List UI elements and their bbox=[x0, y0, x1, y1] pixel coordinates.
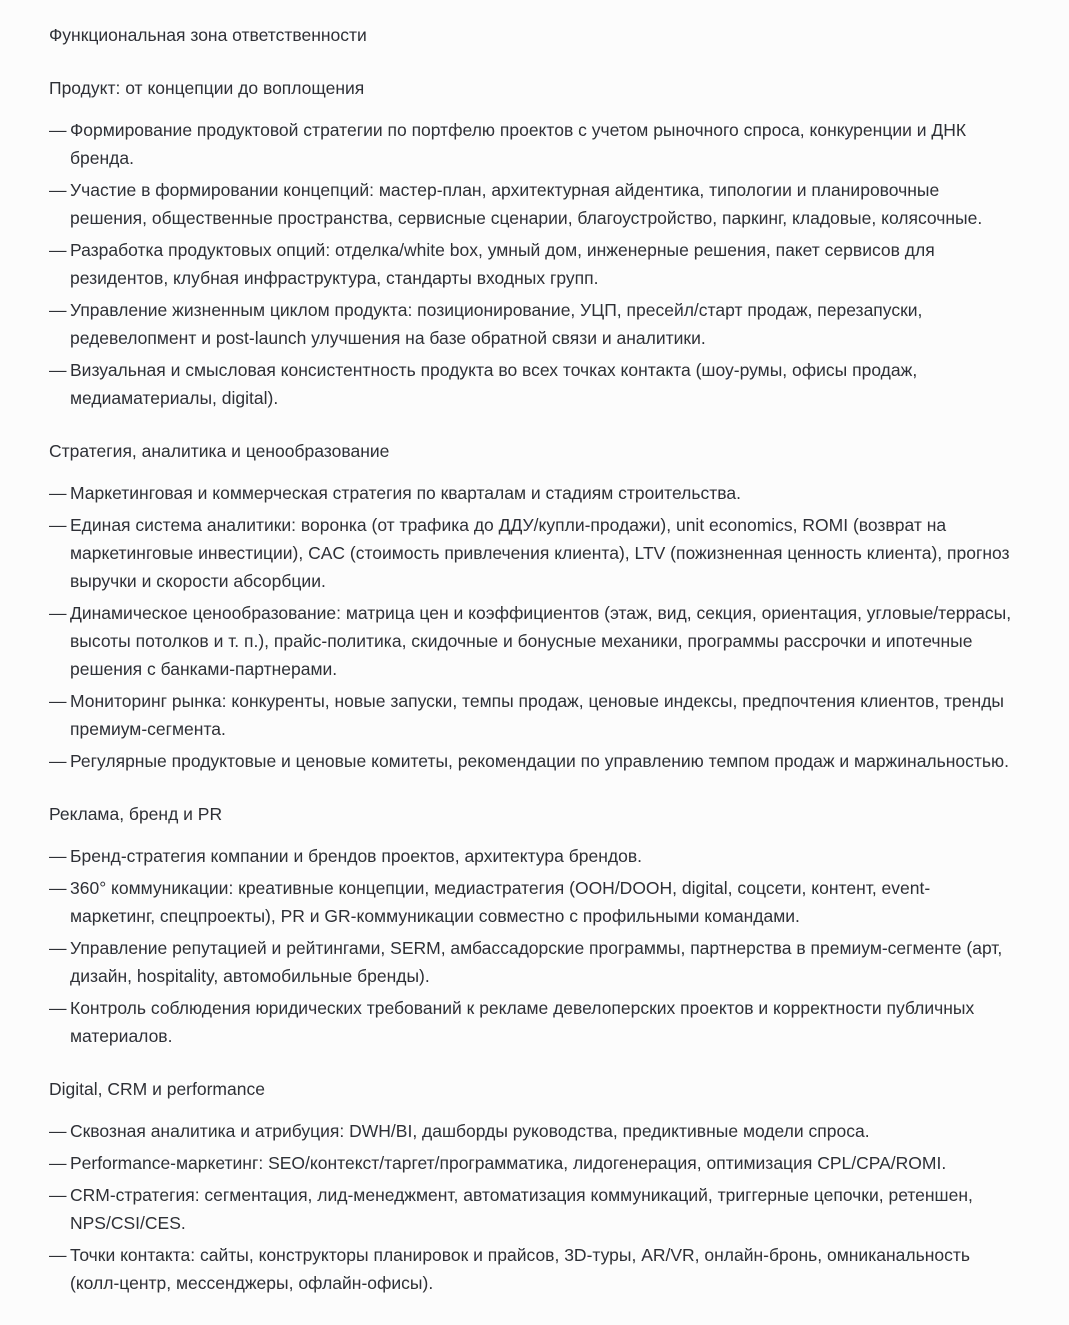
bullet-list bbox=[49, 842, 1015, 1050]
bullet-item bbox=[49, 116, 1015, 172]
bullet-item bbox=[49, 994, 1015, 1050]
page-title: Функциональная зона ответственности bbox=[49, 25, 367, 45]
bullet-item bbox=[49, 1149, 1015, 1177]
bullet-marker: — bbox=[49, 878, 67, 898]
bullet-marker: — bbox=[49, 846, 67, 866]
bullet-text: Маркетинговая и коммерческая стратегия по кварталам и стадиям строительства. bbox=[70, 483, 741, 503]
bullet-item bbox=[49, 842, 1015, 870]
bullet-text: Участие в формировании концепций: мастер-план, архитектурная айдентика, типологии и планировочные решения, общественные пространства, сервисные сценарии, благоустройство, паркинг, кладовые, колясочные. bbox=[70, 180, 983, 228]
bullet-item bbox=[49, 1241, 1015, 1297]
bullet-marker: — bbox=[49, 938, 67, 958]
bullet-item bbox=[49, 236, 1015, 292]
bullet-list bbox=[49, 116, 1015, 412]
bullet-text: Сквозная аналитика и атрибуция: DWH/BI, дашборды руководства, предиктивные модели спроса. bbox=[70, 1121, 870, 1141]
bullet-text: Точки контакта: сайты, конструкторы планировок и прайсов, 3D-туры, AR/VR, онлайн-бронь, омниканальность (колл-центр, мессенджеры, офлайн-офисы). bbox=[70, 1245, 970, 1293]
bullet-marker: — bbox=[49, 1121, 67, 1141]
bullet-item bbox=[49, 479, 1015, 507]
bullet-marker: — bbox=[49, 483, 67, 503]
bullet-text: Регулярные продуктовые и ценовые комитеты, рекомендации по управлению темпом продаж и маржинальностью. bbox=[70, 751, 1010, 771]
bullet-text: Визуальная и смысловая консистентность продукта во всех точках контакта (шоу-румы, офисы продаж, медиаматериалы, digital). bbox=[70, 360, 918, 408]
section-heading: Реклама, бренд и PR bbox=[49, 804, 223, 824]
bullet-item bbox=[49, 599, 1015, 683]
bullet-item bbox=[49, 747, 1015, 775]
bullet-item bbox=[49, 687, 1015, 743]
bullet-text: Формирование продуктовой стратегии по портфелю проектов с учетом рыночного спроса, конкуренции и ДНК бренда. bbox=[70, 120, 967, 168]
bullet-marker: — bbox=[49, 1185, 67, 1205]
bullet-text: Бренд-стратегия компании и брендов проектов, архитектура брендов. bbox=[70, 846, 642, 866]
section-heading: Стратегия, аналитика и ценообразование bbox=[49, 441, 390, 461]
bullet-text: Мониторинг рынка: конкуренты, новые запуски, темпы продаж, ценовые индексы, предпочтения клиентов, тренды премиум-сегмента. bbox=[70, 691, 1004, 739]
bullet-item bbox=[49, 176, 1015, 232]
bullet-marker: — bbox=[49, 1153, 67, 1173]
bullet-item bbox=[49, 934, 1015, 990]
bullet-item bbox=[49, 1181, 1015, 1237]
bullet-text: Контроль соблюдения юридических требований к рекламе девелоперских проектов и корректности публичных материалов. bbox=[70, 998, 975, 1046]
bullet-marker: — bbox=[49, 120, 67, 140]
bullet-text: CRM-стратегия: сегментация, лид-менеджмент, автоматизация коммуникаций, триггерные цепочки, ретеншен, NPS/CSI/CES. bbox=[70, 1185, 973, 1233]
bullet-item bbox=[49, 511, 1015, 595]
bullet-text: Разработка продуктовых опций: отделка/white box, умный дом, инженерные решения, пакет сервисов для резидентов, клубная инфраструктура, стандарты входных групп. bbox=[70, 240, 935, 288]
bullet-text: Управление репутацией и рейтингами, SERM, амбассадорские программы, партнерства в премиум-сегменте (арт, дизайн, hospitality, автомобильные бренды). bbox=[70, 938, 1003, 986]
bullet-marker: — bbox=[49, 751, 67, 771]
bullet-marker: — bbox=[49, 1245, 67, 1265]
section-heading: Продукт: от концепции до воплощения bbox=[49, 78, 365, 98]
bullet-marker: — bbox=[49, 998, 67, 1018]
bullet-marker: — bbox=[49, 691, 67, 711]
bullet-item bbox=[49, 874, 1015, 930]
bullet-marker: — bbox=[49, 603, 67, 623]
bullet-item bbox=[49, 1117, 1015, 1145]
section-heading: Digital, CRM и performance bbox=[49, 1079, 265, 1099]
bullet-list bbox=[49, 1117, 1015, 1297]
bullet-marker: — bbox=[49, 515, 67, 535]
bullet-marker: — bbox=[49, 180, 67, 200]
bullet-text: Динамическое ценообразование: матрица цен и коэффициентов (этаж, вид, секция, ориентация, угловые/террасы, высоты потолков и т. п.), прайс-политика, скидочные и бонусные механики, программы рассрочки и ипотечные решения с банками-партнерами. bbox=[70, 603, 1012, 679]
sections-container bbox=[49, 74, 1015, 1297]
bullet-list bbox=[49, 479, 1015, 775]
bullet-text: Единая система аналитики: воронка (от трафика до ДДУ/купли-продажи), unit economics, ROMI (возврат на маркетинговые инвестиции), CAC (стоимость привлечения клиента), LTV (пожизненная ценность клиента), прогноз выручки и скорости абсорбции. bbox=[70, 515, 1010, 591]
bullet-text: 360° коммуникации: креативные концепции, медиастратегия (OOH/DOOH, digital, соцсети, контент, event-маркетинг, спецпроекты), PR и GR-коммуникации совместно с профильными командами. bbox=[70, 878, 931, 926]
bullet-item bbox=[49, 356, 1015, 412]
bullet-item bbox=[49, 296, 1015, 352]
bullet-marker: — bbox=[49, 240, 67, 260]
bullet-marker: — bbox=[49, 300, 67, 320]
bullet-text: Performance-маркетинг: SEO/контекст/таргет/программатика, лидогенерация, оптимизация CPL/CPA/ROMI. bbox=[70, 1153, 947, 1173]
bullet-text: Управление жизненным циклом продукта: позиционирование, УЦП, пресейл/старт продаж, перезапуски, редевелопмент и post-launch улучшения на базе обратной связи и аналитики. bbox=[70, 300, 923, 348]
bullet-marker: — bbox=[49, 360, 67, 380]
